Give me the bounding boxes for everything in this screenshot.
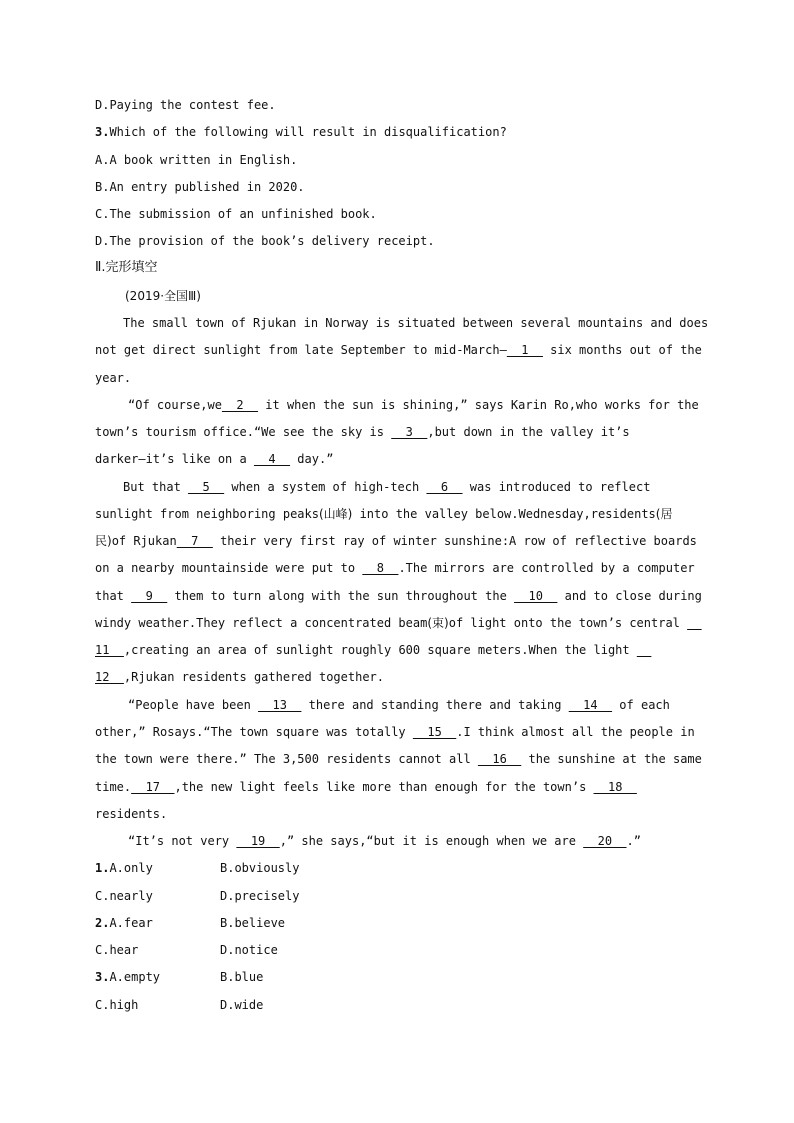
text: the sunshine at the same: [521, 752, 702, 766]
passage-line: [123, 480, 650, 494]
text: town’s tourism office.“We see the sky is: [95, 425, 392, 439]
text: them to turn along with the sun throughout the: [167, 589, 515, 603]
section-title: Ⅱ.完形填空: [95, 260, 158, 275]
blank-12-start: __: [636, 643, 652, 657]
blank-7: 7: [176, 534, 213, 548]
question-3-option-c: C.The submission of an unfinished book.: [95, 207, 377, 221]
text: .The mirrors are controlled by a computer: [398, 561, 695, 575]
question-number: 3.: [95, 970, 110, 984]
text: But that: [123, 480, 189, 494]
question-3-stem: [95, 125, 507, 139]
option-b: B.blue: [220, 970, 264, 984]
blank-15: 15: [412, 725, 457, 739]
blank-18: 18: [593, 780, 637, 794]
option-a: [95, 970, 160, 984]
text: of each: [612, 698, 670, 712]
text: ,creating an area of sunlight roughly 600 square meters.When the light: [123, 643, 637, 657]
gloss: (山峰): [318, 507, 353, 521]
option-c: C.high: [95, 998, 139, 1012]
text: into the valley below.Wednesday,residents: [352, 507, 656, 521]
text: when a system of high-tech: [224, 480, 427, 494]
text: that: [95, 589, 132, 603]
passage-line: year.: [95, 371, 132, 385]
passage-line: [95, 616, 702, 630]
blank-6: 6: [426, 480, 463, 494]
option-text: A.fear: [109, 916, 153, 930]
question-number: 2.: [95, 916, 110, 930]
blank-14: 14: [568, 698, 613, 712]
option-a: [95, 861, 153, 875]
gloss: (束): [427, 616, 449, 630]
option-d-contest-fee: D.Paying the contest fee.: [95, 98, 276, 112]
blank-11: 11: [95, 643, 124, 657]
text: day.”: [290, 452, 334, 466]
passage-line: [95, 725, 695, 739]
passage-line: [95, 643, 651, 657]
question-3-option-a: A.A book written in English.: [95, 153, 298, 167]
text: it when the sun is shining,” says Karin Ro,who works for the: [258, 398, 699, 412]
gloss: (居: [655, 507, 673, 521]
blank-12: 12: [95, 670, 124, 684]
question-3-option-d: D.The provision of the book’s delivery receipt.: [95, 234, 435, 248]
blank-11-start: __: [687, 616, 702, 630]
passage-line: [95, 780, 637, 794]
text: other,” Rosays.“The town square was totally: [95, 725, 413, 739]
text: six months out of the: [542, 343, 702, 357]
text: windy weather.They reflect a concentrated beam: [95, 616, 428, 630]
option-a: [95, 916, 153, 930]
blank-10: 10: [514, 589, 558, 603]
option-text: A.empty: [109, 970, 161, 984]
passage-line: [95, 670, 384, 684]
section-source: (2019·全国Ⅲ): [125, 289, 201, 303]
passage-line: [95, 534, 697, 548]
blank-13: 13: [258, 698, 302, 712]
passage-line: [95, 561, 695, 575]
passage-line: residents.: [95, 807, 168, 821]
text: of Rjukan: [111, 534, 177, 548]
blank-5: 5: [188, 480, 225, 494]
text: ,the new light feels like more than enough for the town’s: [174, 780, 594, 794]
text: their very first ray of winter sunshine:A row of reflective boards: [212, 534, 697, 548]
option-d: D.wide: [220, 998, 264, 1012]
text: and to close during: [557, 589, 702, 603]
passage-line: [95, 507, 672, 521]
text: ,” she says,“but it is enough when we are: [279, 834, 584, 848]
gloss: 民): [95, 534, 112, 548]
blank-4: 4: [253, 452, 291, 466]
blank-16: 16: [477, 752, 522, 766]
text: .”: [626, 834, 641, 848]
text: sunlight from neighboring peaks: [95, 507, 319, 521]
blank-3: 3: [391, 425, 428, 439]
text: there and standing there and taking: [301, 698, 569, 712]
option-c: C.nearly: [95, 889, 153, 903]
option-d: D.precisely: [220, 889, 300, 903]
passage-line: [95, 343, 702, 357]
text: darker—it’s like on a: [95, 452, 254, 466]
blank-9: 9: [131, 589, 168, 603]
passage-line: [95, 425, 630, 439]
question-number: 3.: [95, 125, 110, 139]
option-b: B.obviously: [220, 861, 300, 875]
text: “Of course,we: [128, 398, 222, 412]
option-b: B.believe: [220, 916, 286, 930]
question-3-option-b: B.An entry published in 2020.: [95, 180, 305, 194]
text: time.: [95, 780, 132, 794]
text: not get direct sunlight from late September to mid-March—: [95, 343, 507, 357]
option-d: D.notice: [220, 943, 278, 957]
text: “People have been: [128, 698, 259, 712]
blank-19: 19: [236, 834, 280, 848]
passage-line: [95, 452, 333, 466]
blank-1: 1: [506, 343, 543, 357]
text: “It’s not very: [128, 834, 237, 848]
text: .I think almost all the people in: [456, 725, 695, 739]
blank-20: 20: [583, 834, 627, 848]
text: ,Rjukan residents gathered together.: [123, 670, 384, 684]
blank-2: 2: [221, 398, 259, 412]
text: on a nearby mountainside were put to: [95, 561, 363, 575]
question-number: 1.: [95, 861, 110, 875]
blank-17: 17: [131, 780, 175, 794]
text: the town were there.” The 3,500 residents cannot all: [95, 752, 478, 766]
text: was introduced to reflect: [462, 480, 651, 494]
text: ,but down in the valley it’s: [427, 425, 630, 439]
passage-line: The small town of Rjukan in Norway is situated between several mountains and does: [123, 316, 709, 330]
passage-line: [95, 589, 702, 603]
option-text: A.only: [109, 861, 153, 875]
passage-line: [95, 752, 702, 766]
blank-8: 8: [362, 561, 399, 575]
question-text: Which of the following will result in disqualification?: [109, 125, 507, 139]
passage-line: [128, 698, 670, 712]
text: of light onto the town’s central: [448, 616, 688, 630]
passage-line: [128, 834, 641, 848]
option-c: C.hear: [95, 943, 139, 957]
passage-line: [128, 398, 699, 412]
